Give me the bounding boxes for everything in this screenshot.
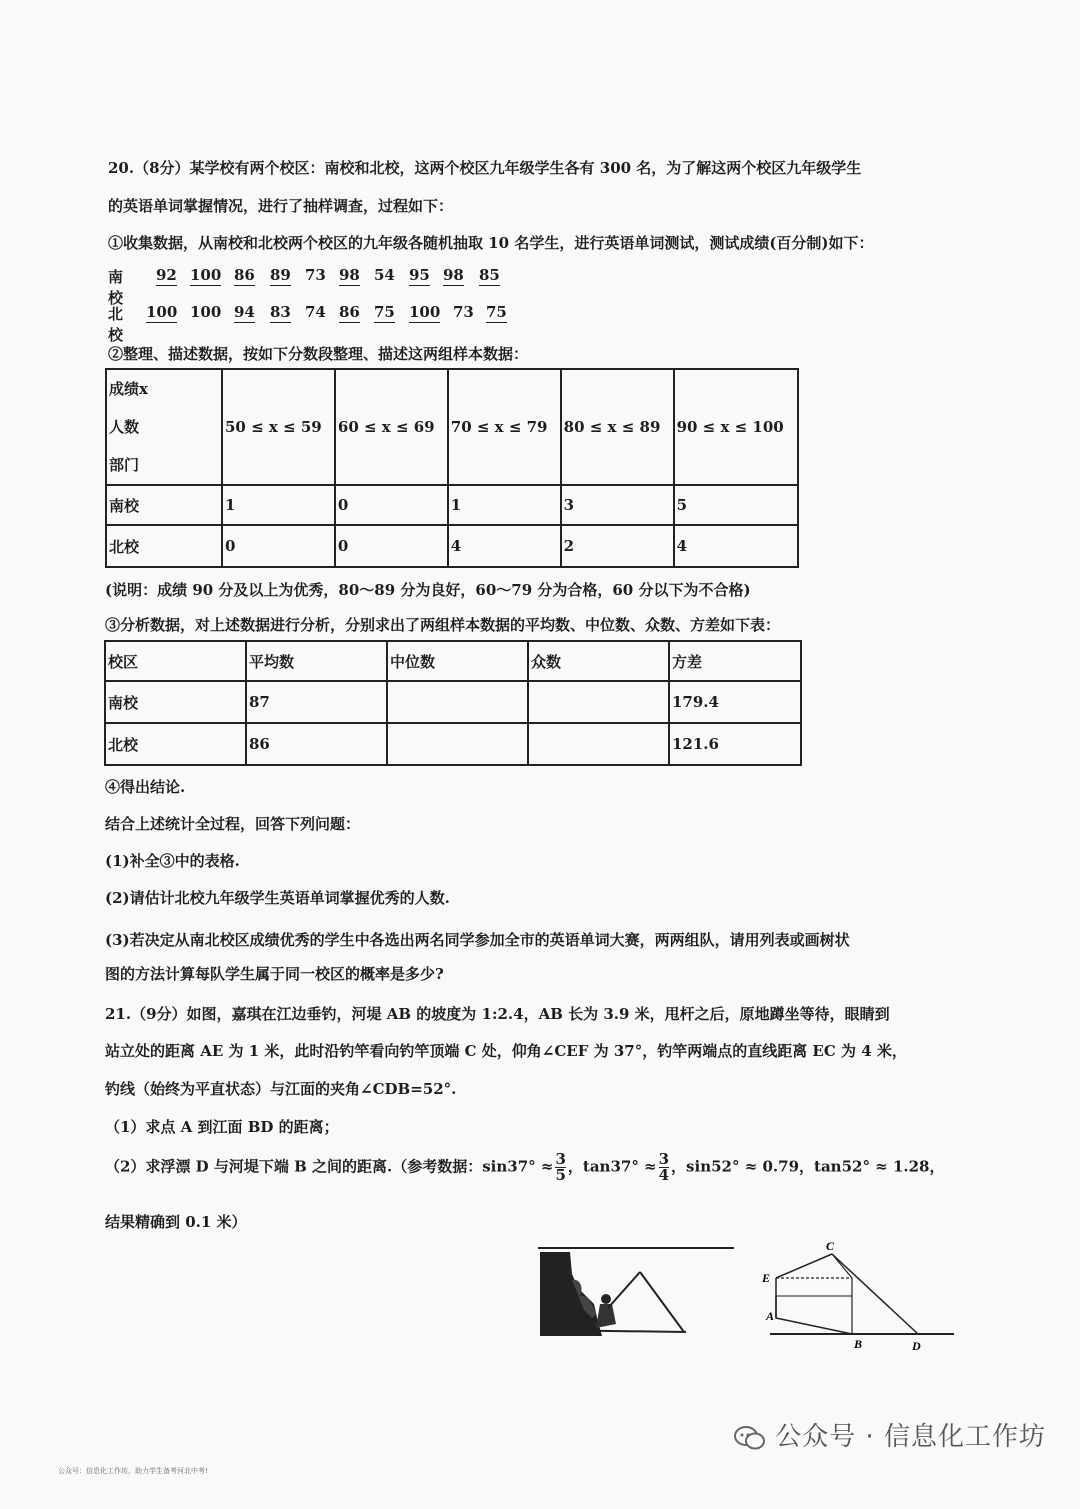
geometry-diagram <box>758 1236 958 1356</box>
north-score: 86 <box>339 303 360 321</box>
table-cell: 4 <box>674 525 798 567</box>
fishing-line <box>640 1272 684 1332</box>
south-score: 92 <box>156 266 177 284</box>
range-header: 90 ≤ x ≤ 100 <box>674 369 798 485</box>
table-cell: 179.4 <box>669 681 801 723</box>
table-cell: 5 <box>674 485 798 525</box>
south-label: 南校 <box>108 268 124 307</box>
q21-sub2-text: （2）求浮漂 D 与河堤下端 B 之间的距离.（参考数据：sin37° ≈ <box>105 1157 554 1176</box>
point-label-E: E <box>762 1271 771 1285</box>
fraction-numerator: 3 <box>555 1150 566 1168</box>
table-cell <box>528 723 669 765</box>
south-score: 85 <box>479 266 500 284</box>
table-row <box>105 723 801 765</box>
q21-sub2-text: ，sin52° ≈ 0.79，tan52° ≈ 1.28， <box>671 1157 945 1176</box>
south-score: 73 <box>305 266 326 284</box>
north-score: 75 <box>486 303 507 321</box>
row-label: 南校 <box>106 485 222 525</box>
range-header: 70 ≤ x ≤ 79 <box>448 369 561 485</box>
angler-body <box>596 1304 616 1328</box>
q20-intro-line1: 20.（8分）某学校有两个校区：南校和北校，这两个校区九年级学生各有 300 名，为了解这两个校区九年级学生 <box>108 159 862 177</box>
column-header: 平均数 <box>246 641 387 681</box>
south-score: 95 <box>409 266 430 284</box>
embankment-line <box>776 1296 852 1334</box>
table-row <box>106 525 798 567</box>
segment-CF <box>832 1254 852 1278</box>
table-header-row <box>106 369 798 485</box>
q21-line2: 站立处的距离 AE 为 1 米，此时沿钓竿看向钓竿顶端 C 处，仰角∠CEF 为 37°，钓竿两端点的直线距离 EC 为 4 米， <box>105 1042 907 1060</box>
table-cell: 2 <box>561 525 674 567</box>
table-row <box>105 681 801 723</box>
segment-EC <box>776 1254 832 1278</box>
column-header: 众数 <box>528 641 669 681</box>
point-label-C: C <box>826 1239 835 1253</box>
table-row <box>106 485 798 525</box>
north-score: 83 <box>270 303 291 321</box>
south-score: 100 <box>190 266 222 284</box>
angler-head <box>601 1294 611 1304</box>
riverbank-silhouette <box>540 1252 602 1336</box>
table-cell: 0 <box>335 485 448 525</box>
q20-step2: ②整理、描述数据，按如下分数段整理、描述这两组样本数据： <box>108 345 529 363</box>
point-label-B: B <box>854 1337 863 1351</box>
q21-line1: 21.（9分）如图，嘉琪在江边垂钓，河堤 AB 的坡度为 1:2.4，AB 长为 3.9 米，甩杆之后，原地蹲坐等待，眼睛到 <box>105 1005 890 1023</box>
north-score: 73 <box>453 303 474 321</box>
fraction-denominator: 5 <box>555 1166 566 1184</box>
table-cell: 0 <box>335 525 448 567</box>
range-header: 50 ≤ x ≤ 59 <box>222 369 335 485</box>
q20-intro-line2: 的英语单词掌握情况，进行了抽样调查，过程如下： <box>108 197 454 215</box>
table-cell: 0 <box>222 525 335 567</box>
range-header: 80 ≤ x ≤ 89 <box>561 369 674 485</box>
south-score: 98 <box>339 266 360 284</box>
q20-step3: ③分析数据，对上述数据进行分析，分别求出了两组样本数据的平均数、中位数、众数、方差如下表： <box>105 616 781 634</box>
q20-note: (说明：成绩 90 分及以上为优秀，80～89 分为良好，60～79 分为合格，60 分以下为不合格) <box>105 581 751 599</box>
segment-CD <box>832 1254 918 1334</box>
statistics-table <box>104 640 802 766</box>
range-header: 60 ≤ x ≤ 69 <box>335 369 448 485</box>
q20-step4: ④得出结论. <box>105 778 186 796</box>
south-score: 86 <box>234 266 255 284</box>
q21-sub2-end: 结果精确到 0.1 米） <box>105 1213 247 1231</box>
table-cell: 87 <box>246 681 387 723</box>
table-header-row <box>105 641 801 681</box>
q21-line3: 钓线（始终为平直状态）与江面的夹角∠CDB=52°. <box>105 1080 457 1098</box>
column-header: 方差 <box>669 641 801 681</box>
south-score: 54 <box>374 266 395 284</box>
north-score: 100 <box>190 303 222 321</box>
north-score: 100 <box>146 303 178 321</box>
fraction-3-5 <box>555 1152 565 1183</box>
table-cell: 北校 <box>105 723 246 765</box>
wechat-watermark <box>733 1416 1046 1453</box>
corner-label: 部门 <box>109 456 140 474</box>
score-distribution-table <box>105 368 799 568</box>
corner-cell <box>106 369 222 485</box>
q21-sub2 <box>105 1152 945 1183</box>
q21-sub1: （1）求点 A 到江面 BD 的距离； <box>105 1118 339 1136</box>
table-cell <box>528 681 669 723</box>
q20-sub3-line1: (3)若决定从南北校区成绩优秀的学生中各选出两名同学参加全市的英语单词大赛，两两组队，请用列表或画树状 <box>105 931 850 949</box>
corner-label: 人数 <box>109 418 140 436</box>
north-label: 北校 <box>108 305 124 344</box>
table-cell: 1 <box>448 485 561 525</box>
north-score: 75 <box>374 303 395 321</box>
footnote: 公众号：信息化工作坊，助力学生备考河北中考! <box>58 1467 208 1475</box>
fishing-rod <box>608 1272 640 1308</box>
north-score: 100 <box>409 303 441 321</box>
q20-combine: 结合上述统计全过程，回答下列问题： <box>105 815 361 833</box>
table-cell: 4 <box>448 525 561 567</box>
fraction-3-4 <box>659 1152 669 1183</box>
south-score: 89 <box>270 266 291 284</box>
q20-step1: ①收集数据，从南校和北校两个校区的九年级各随机抽取 10 名学生，进行英语单词测试，测试成绩(百分制)如下： <box>108 234 874 252</box>
fishing-photo-illustration <box>536 1244 736 1340</box>
table-cell: 121.6 <box>669 723 801 765</box>
table-cell: 86 <box>246 723 387 765</box>
table-cell: 1 <box>222 485 335 525</box>
q20-sub2: (2)请估计北校九年级学生英语单词掌握优秀的人数. <box>105 889 450 907</box>
table-cell: 南校 <box>105 681 246 723</box>
north-score: 74 <box>305 303 326 321</box>
q21-sub2-text: ，tan37° ≈ <box>567 1157 657 1176</box>
q20-sub3-line2: 图的方法计算每队学生属于同一校区的概率是多少? <box>105 965 444 983</box>
fraction-numerator: 3 <box>658 1150 670 1168</box>
watermark-text: 公众号 · 信息化工作坊 <box>775 1422 1046 1452</box>
south-score: 98 <box>443 266 464 284</box>
fraction-denominator: 4 <box>658 1166 670 1184</box>
table-cell: 3 <box>561 485 674 525</box>
point-label-D: D <box>912 1339 921 1353</box>
corner-label: 成绩x <box>109 380 148 398</box>
point-label-A: A <box>766 1309 775 1323</box>
column-header: 中位数 <box>387 641 528 681</box>
column-header: 校区 <box>105 641 246 681</box>
table-cell <box>387 723 528 765</box>
q20-sub1: (1)补全③中的表格. <box>105 852 240 870</box>
row-label: 北校 <box>106 525 222 567</box>
table-cell <box>387 681 528 723</box>
north-score: 94 <box>234 303 255 321</box>
wechat-icon <box>733 1424 767 1452</box>
